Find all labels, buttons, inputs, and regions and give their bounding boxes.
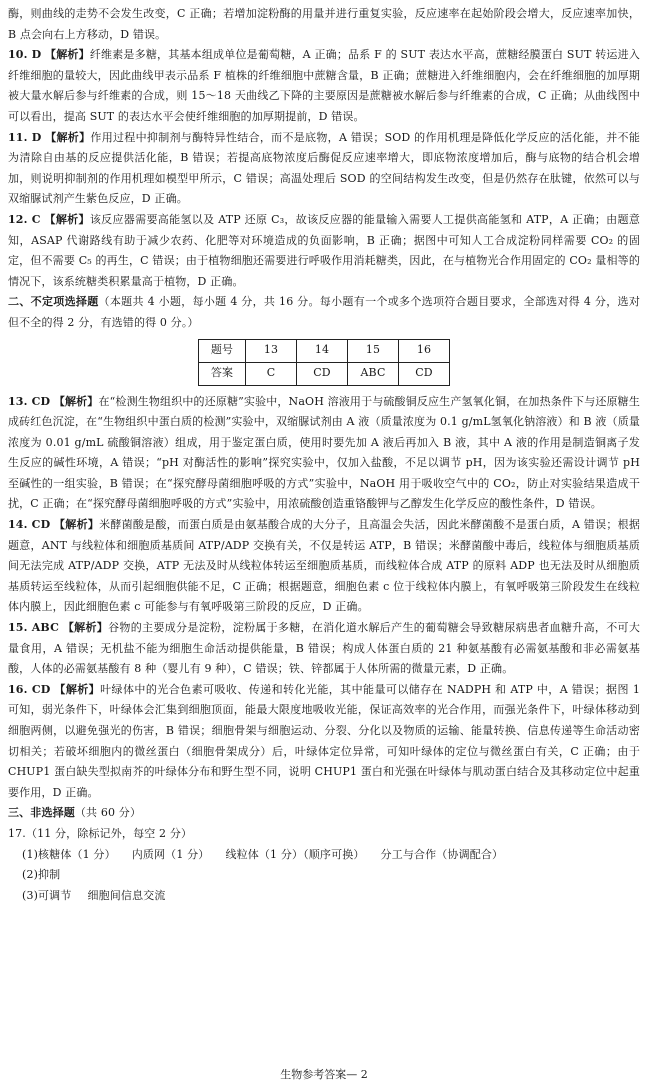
- answer-cell: C: [246, 362, 297, 385]
- answer-cell: CD: [399, 362, 450, 385]
- question-number: 16. CD: [8, 682, 51, 696]
- analysis-text: 在“检测生物组织中的还原糖”实验中，NaOH 溶液用于与硫酸铜反应生产氢氧化铜，在加热条件下与还原糖生成砖红色沉淀，在“生物组织中蛋白质的检测”实验中，双缩脲试剂由 A 液（质量浓度为 0.1 g/mL氢氧化钠溶液）和 B 液（质量浓度为 0.01 g/mL 硫酸铜溶液）组成，用于鉴定蛋白质，使用时要先加 A 液后再加入 B 液，其中 A 液的作用是制造铜离子发生反应的碱性环境，A 错误；“pH 对酶活性的影响”探究实验中，仅加入盐酸，不足以调节 pH，因为该实验还需设计调节 pH 至碱性的一组实验，B 错误；在“探究酵母菌细胞呼吸的方式”实验中，NaOH 用于吸收空气中的 CO₂，防止对实验结果造成干扰，C 正确；在“探究酵母菌细胞呼吸的方式”实验中，用浓硫酸创造重铬酸钾与乙醇发生化学反应的酸性条件，D 错误。: [8, 394, 640, 511]
- answer-q15: [8, 618, 640, 680]
- q17-answer-item: (1)核糖体（1 分）: [22, 847, 116, 861]
- section-heading-multiple-choice: [8, 292, 640, 333]
- section-title: 三、非选择题: [8, 806, 75, 820]
- page-footer: 生物参考答案— 2: [280, 1068, 368, 1081]
- question-number: 13. CD: [8, 394, 51, 408]
- analysis-text: 谷物的主要成分是淀粉，淀粉属于多糖，在消化道水解后产生的葡萄糖会导致糖尿病患者血糖升高，不可大量食用，A 错误；无机盐不能为细胞生命活动提供能量，B 错误；构成人体蛋白质的 21 种氨基酸有必需氨基酸和非必需氨基酸，人体的必需氨基酸有 8 种（婴儿有 9 种），C 错误；铁、锌都属于人体所需的微量元素，D 正确。: [8, 621, 641, 676]
- header-label-cell: 题号: [199, 339, 246, 362]
- question-number-cell: 13: [246, 339, 297, 362]
- question-number: 14. CD: [8, 518, 51, 532]
- page-content: [8, 4, 640, 906]
- answer-table-header-row: [199, 339, 450, 362]
- answer-q11: [8, 128, 640, 210]
- q17-line-3: [8, 886, 640, 907]
- paragraph-text: 酶，则曲线的走势不会发生改变，C 正确；若增加淀粉酶的用量并进行重复实验，反应速率在起始阶段会增大，反应速率加快，B 点会向右上方移动，D 错误。: [8, 7, 640, 41]
- q17-answer-item: (3)可调节: [22, 888, 72, 902]
- analysis-text: 该反应器需要高能氢以及 ATP 还原 C₃，故该反应器的能量输入需要人工提供高能氢和 ATP，A 正确；由题意知，ASAP 代谢路线有助于减少农药、化肥等对环境造成的负面影响，B 正确；据图中可知人工合成淀粉同样需要 CO₂ 的固定，但不需要 C₅ 的再生，C 错误；由于植物细胞还需要进行呼吸作用消耗糖类，因此，在与植物光合作用固定的 CO₂ 量相等的情况下，该系统糖类积累量高于植物，D 正确。: [8, 212, 640, 288]
- analysis-tag: 【解析】: [45, 130, 91, 144]
- q17-answer-item: 分工与合作（协调配合）: [380, 847, 504, 861]
- answer-q17: [8, 824, 640, 906]
- section-title: 二、不定项选择题: [8, 295, 99, 309]
- paragraph-q9-continuation: [8, 4, 640, 45]
- section-note: （共 60 分）: [74, 806, 142, 820]
- answer-cell: CD: [297, 362, 348, 385]
- answer-q10: [8, 45, 640, 127]
- question-number-cell: 15: [348, 339, 399, 362]
- answer-cell: ABC: [348, 362, 399, 385]
- question-number: 12. C: [8, 212, 41, 226]
- analysis-text: 米酵菌酸是酸，而蛋白质是由氨基酸合成的大分子，且高温会失活，因此米酵菌酸不是蛋白质，A 错误；根据题意，ANT 与线粒体和细胞质基质间 ATP/ADP 交换有关，不仅是转运 ATP，B 错误；米酵菌酸中毒后，线粒体与细胞质基质间无法完成 ATP/ADP 交换，ATP 无法及时从线粒体转运至细胞质基质，而线粒体合成 ATP 的原料 ADP 也无法及时从细胞质基质转运至线粒体，从而引起细胞供能不足，C 正确；根据题意，细胞色素 c 位于线粒体内膜上，有氧呼吸第三阶段发生在线粒体内膜上，因此细胞色素 c 可能参与有氧呼吸第三阶段的反应，D 正确。: [8, 518, 640, 614]
- answer-table: [198, 339, 450, 386]
- analysis-tag: 【解析】: [54, 518, 100, 532]
- section-heading-non-choice: [8, 803, 640, 824]
- answer-table-answer-row: [199, 362, 450, 385]
- answer-label-cell: 答案: [199, 362, 246, 385]
- question-number-cell: 16: [399, 339, 450, 362]
- analysis-tag: 【解析】: [62, 621, 109, 635]
- answer-q13: [8, 392, 640, 516]
- question-number: 11. D: [8, 130, 42, 144]
- question-number-cell: 14: [297, 339, 348, 362]
- answer-q12: [8, 210, 640, 292]
- section-note: （本题共 4 小题，每小题 4 分，共 16 分。每小题有一个或多个选项符合题目要求，全部选对得 4 分，选对但不全的得 2 分，有选错的得 0 分。）: [8, 295, 640, 329]
- question-number: 15. ABC: [8, 621, 59, 635]
- analysis-tag: 【解析】: [53, 394, 99, 408]
- q17-line-1: [8, 845, 640, 866]
- analysis-tag: 【解析】: [54, 682, 101, 696]
- q17-line-2: (2)抑制: [22, 868, 61, 882]
- answer-q14: [8, 515, 640, 618]
- answer-q16: [8, 680, 640, 804]
- analysis-text: 纤维素是多糖，其基本组成单位是葡萄糖，A 正确；品系 F 的 SUT 表达水平高，蔗糖经膜蛋白 SUT 转运进入纤维细胞的量较大，因此曲线甲表示品系 F 植株的纤维细胞中蔗糖含量，B 正确；蔗糖进入纤维细胞内，会在纤维细胞的加厚期被大量水解后参与纤维素的合成，则 15～18 天曲线乙下降的主要原因是蔗糖被水解后参与纤维素的合成，C 正确；从曲线图中可以看出，提高 SUT 的表达水平会使纤维细胞的加厚期提前，D 错误。: [8, 48, 640, 123]
- analysis-text: 叶绿体中的光合色素可吸收、传递和转化光能，其中能量可以储存在 NADPH 和 ATP 中，A 错误；据图 1 可知，弱光条件下，叶绿体会汇集到细胞顶面，能最大限度地吸收光能，保证高效率的光合作用，而强光条件下，叶绿体移动到细胞两侧，以避免强光的伤害，B 错误；细胞骨架与细胞运动、分裂、分化以及物质的运输、能量转换、信息传递等生命活动密切相关；若破坏细胞内的微丝蛋白（细胞骨架成分）后，叶绿体定位异常，可知叶绿体的定位与微丝蛋白有关，C 正确；由于 CHUP1 蛋白缺失型拟南芥的叶绿体分布和野生型不同，说明 CHUP1 蛋白和光强在叶绿体与肌动蛋白结合及其移动定位中起重要作用，D 正确。: [8, 682, 640, 799]
- q17-answer-item: 内质网（1 分）: [131, 847, 210, 861]
- analysis-tag: 【解析】: [45, 48, 90, 62]
- q17-answer-item: 线粒体（1 分）（顺序可换）: [225, 847, 365, 861]
- analysis-text: 作用过程中抑制剂与酶特异性结合，而不是底物，A 错误；SOD 的作用机理是降低化学反应的活化能，并不能为清除自由基的反应提供活化能，B 错误；若提高底物浓度后酶促反应速率增大，即底物浓度增加后，酶与底物的结合机会增加，则说明抑制剂的作用机理如模型甲所示，C 错误；高温处理后 SOD 的空间结构发生改变，但是仍然存在肽键，依然可以与双缩脲试剂产生紫色反应，D 正确。: [8, 130, 640, 206]
- analysis-tag: 【解析】: [44, 212, 90, 226]
- question-number: 10. D: [8, 48, 42, 62]
- q17-heading: 17.（11 分，除标记外，每空 2 分）: [8, 826, 193, 840]
- q17-answer-item: 细胞间信息交流: [87, 888, 166, 902]
